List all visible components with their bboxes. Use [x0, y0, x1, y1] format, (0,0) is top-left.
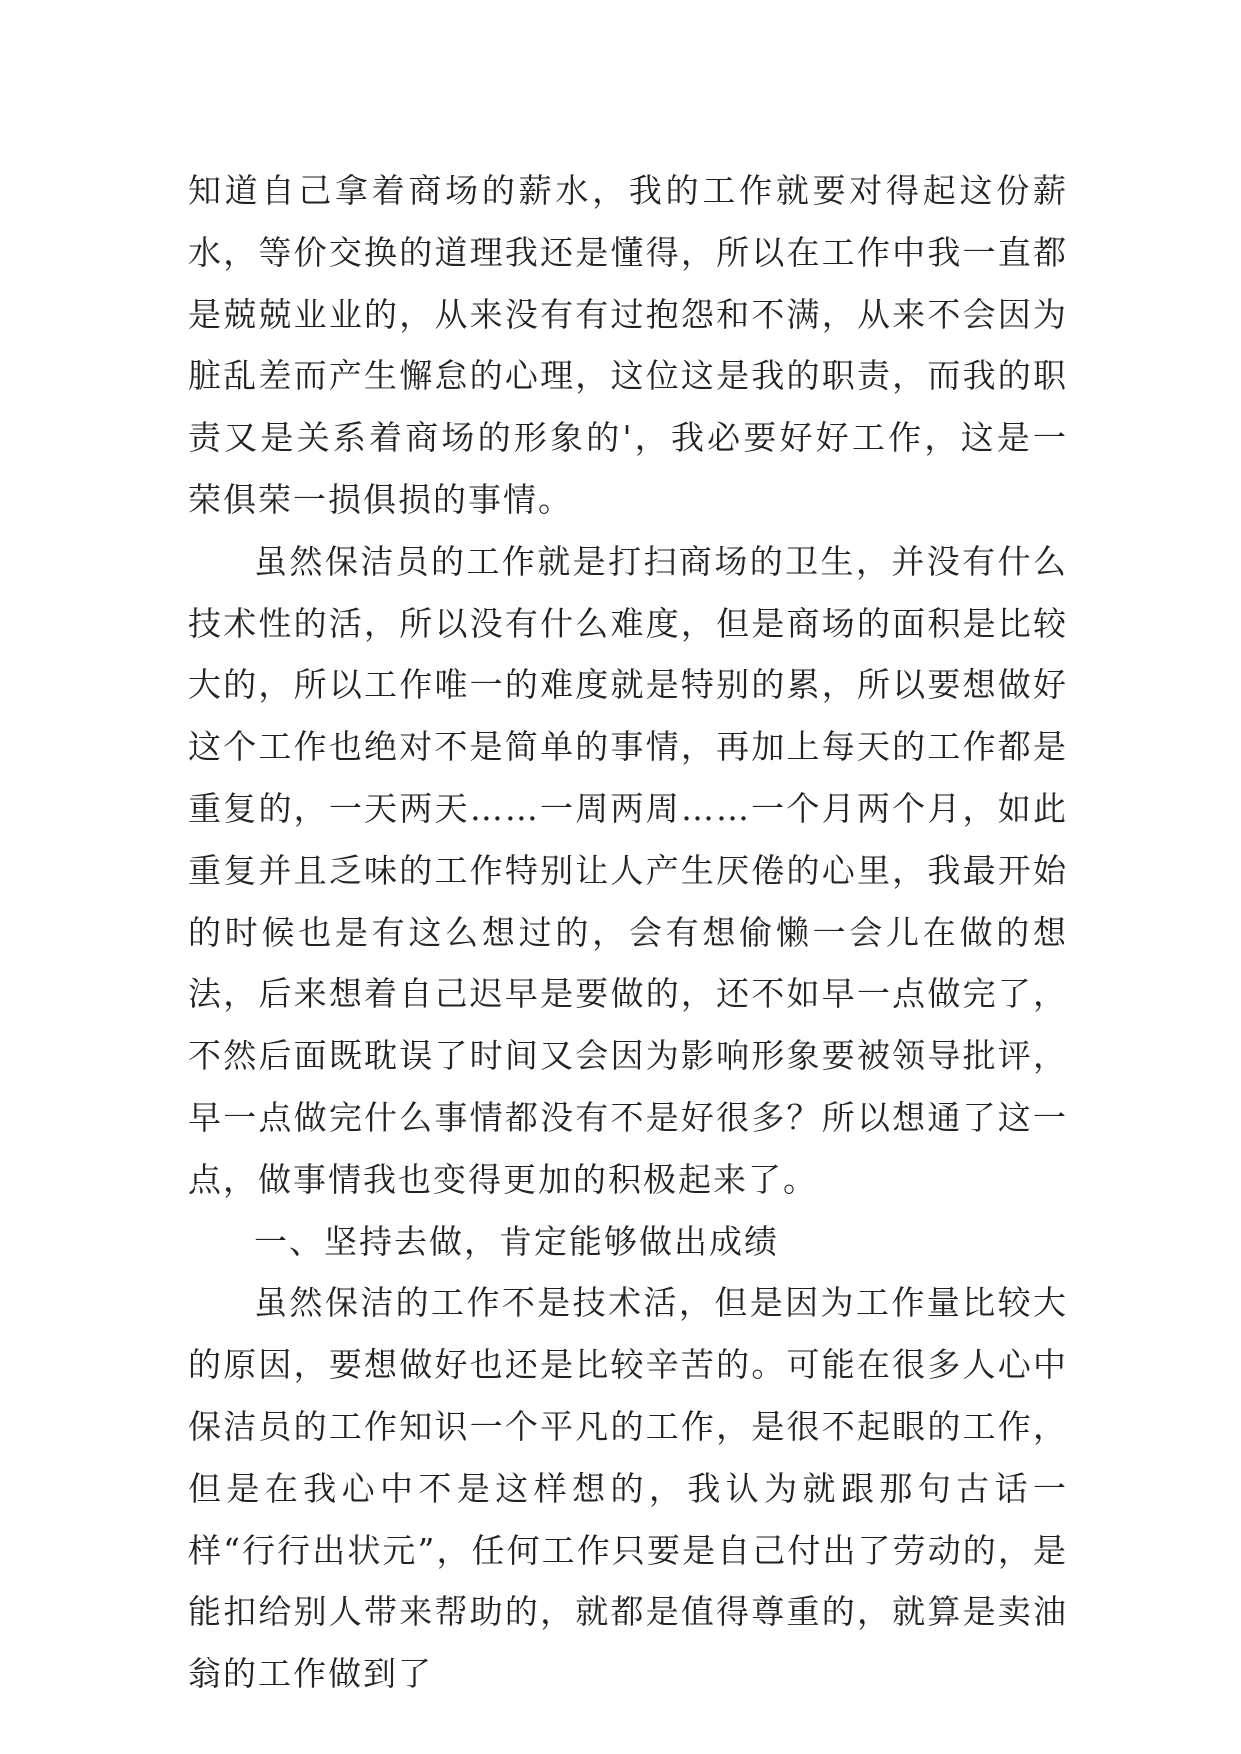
section-heading: 一、坚持去做，肯定能够做出成绩: [254, 1221, 779, 1261]
document-body: [188, 160, 1068, 1705]
paragraph: 虽然保洁员的工作就是打扫商场的卫生，并没有什么技术性的活，所以没有什么难度，但是商场的面积是比较大的，所以工作唯一的难度就是特别的累，所以要想做好这个工作也绝对不是简单的事情，再加上每天的工作都是重复的，一天两天……一周两周……一个月两个月，如此重复并且乏味的工作特别让人产生厌倦的心里，我最开始的时候也是有这么想过的，会有想偷懒一会儿在做的想法，后来想着自己迟早是要做的，还不如早一点做完了，不然后面既耽误了时间又会因为影响形象要被领导批评，早一点做完什么事情都没有不是好很多？所以想通了这一点，做事情我也变得更加的积极起来了。: [188, 541, 1068, 1199]
paragraph-continued: 知道自己拿着商场的薪水，我的工作就要对得起这份薪水，等价交换的道理我还是懂得，所以在工作中我一直都是兢兢业业的，从来没有有过抱怨和不满，从来不会因为脏乱差而产生懈怠的心理，这位这是我的职责，而我的职责又是关系着商场的形象的'，我必要好好工作，这是一荣俱荣一损俱损的事情。: [188, 171, 1068, 519]
paragraph: 虽然保洁的工作不是技术活，但是因为工作量比较大的原因，要想做好也还是比较辛苦的。可能在很多人心中保洁员的工作知识一个平凡的工作，是很不起眼的工作，但是在我心中不是这样想的，我认为就跟那句古话一样“行行出状元”，任何工作只要是自己付出了劳动的，是能扣给别人带来帮助的，就都是值得尊重的，就算是卖油翁的工作做到了: [188, 1283, 1068, 1694]
